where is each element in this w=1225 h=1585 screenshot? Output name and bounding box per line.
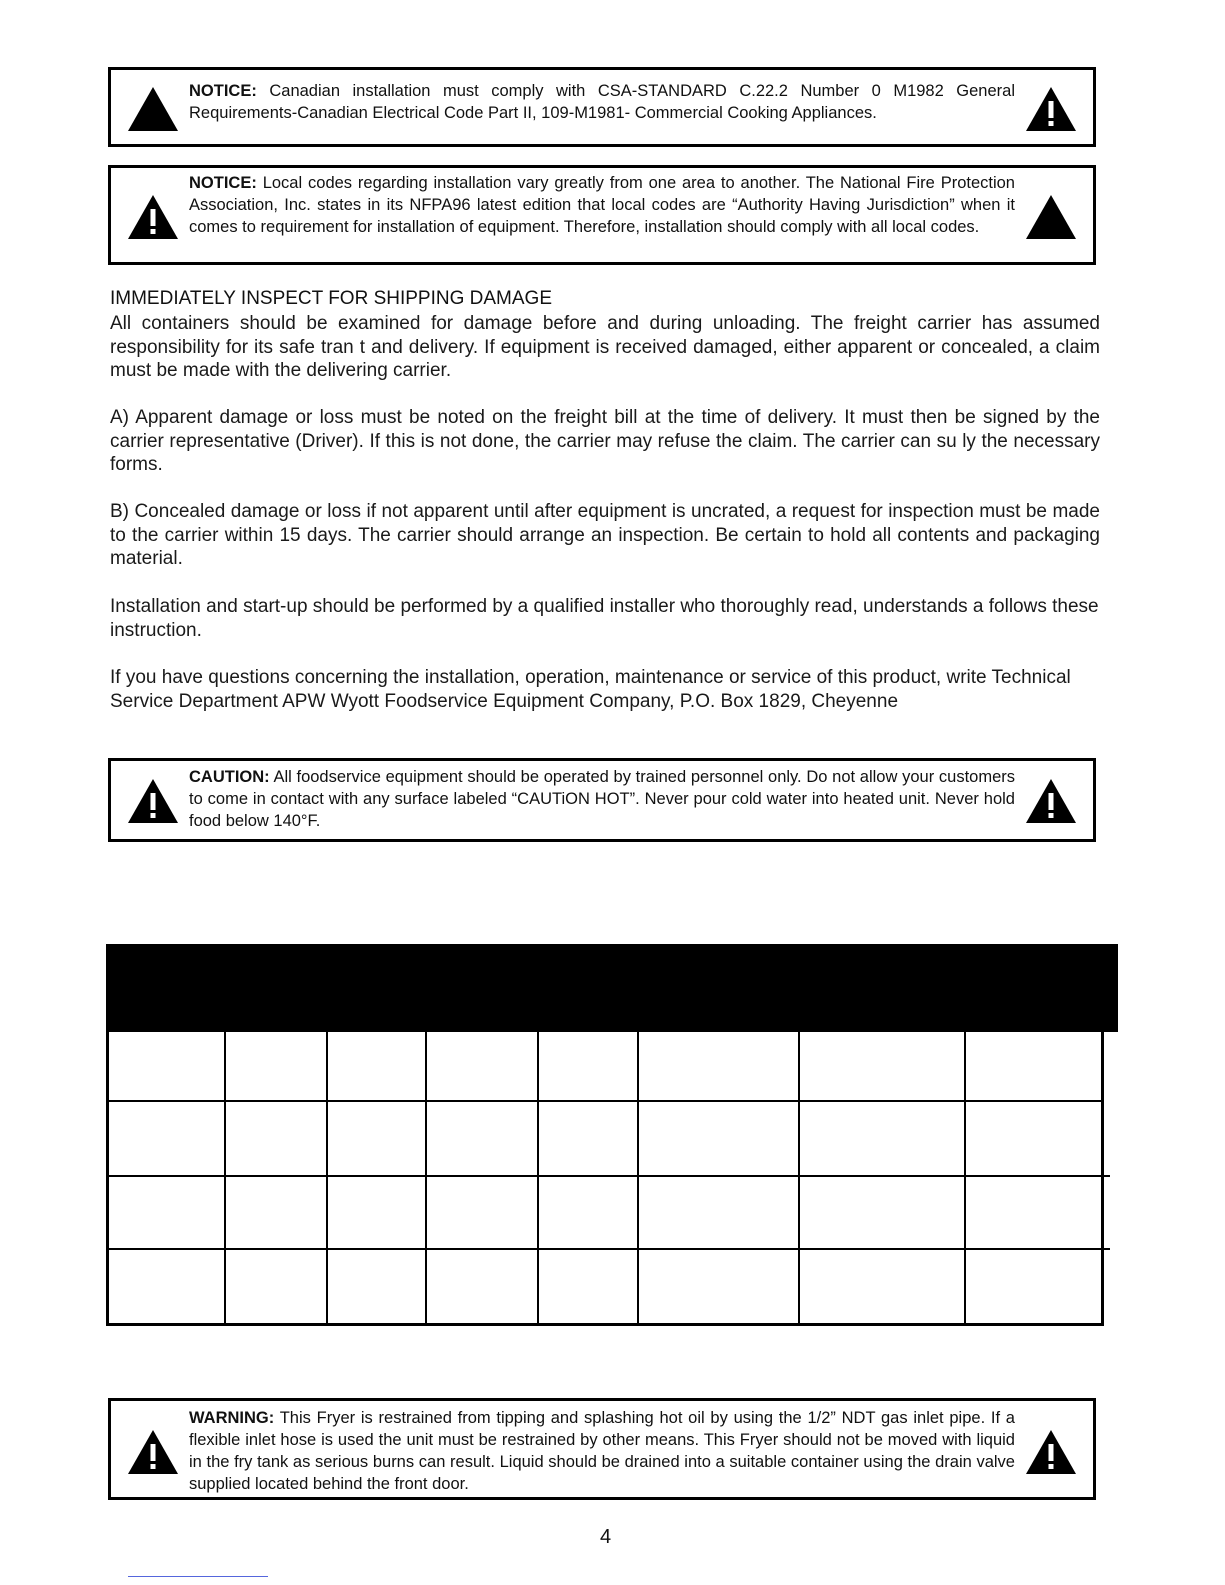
exclamation-triangle-icon [1025,86,1077,132]
table-row-divider [106,1175,1110,1177]
warning-box [108,1398,1096,1500]
table-grid [106,1032,1118,1326]
notice-text [189,172,1015,238]
page-number: 4 [600,1526,612,1548]
caution-text [189,766,1015,832]
notice-body: Local codes regarding installation vary greatly from one area to another. The National Fire Protection Association, Inc. states in its NFPA96 latest edition that local codes are “Authority Having Jurisdiction” when it comes to requirement for installation of equipment. Therefore, installation should comply with all local codes. [189,174,1015,236]
table-column-divider [637,1032,639,1326]
exclamation-triangle-icon [1025,1429,1077,1475]
table-column-divider [326,1032,328,1326]
caution-body: All foodservice equipment should be operated by trained personnel only. Do not allow your customers to come in contact with any surface labeled “CAUTiON HOT”. Never pour cold water into heated unit. Never hold food below 140°F. [189,768,1015,830]
table-column-divider [964,1032,966,1326]
exclamation-triangle-icon [127,778,179,824]
table-border-left [106,1032,109,1326]
questions-text: If you have questions concerning the installation, operation, maintenance or service of this product, write Technical Service Department APW Wyott Foodservice Equipment Company, P.O. Box 1829, Cheyenne [110,667,1071,712]
notice-label: NOTICE: [189,174,257,192]
table-row-divider [106,1100,1104,1102]
table-column-divider [537,1032,539,1326]
caution-label: CAUTION: [189,768,270,786]
notice-box-local-codes [108,165,1096,265]
warning-triangle-icon [1025,194,1077,240]
table-row-divider [106,1248,1110,1250]
table-header-bar [106,944,1118,1032]
table-column-divider [425,1032,427,1326]
installation-text: Installation and start-up should be performed by a qualified installer who thoroughly read, understands a follows these instruction. [110,596,1099,641]
table-border-right [1101,1032,1104,1326]
inspection-item-a: A) Apparent damage or loss must be noted on the freight bill at the time of delivery. It must then be signed by the carrier representative (Driver). If this is not done, the carrier may refuse the claim. The carrier can su ly the necessary forms. [110,407,1100,475]
section-heading: IMMEDIATELY INSPECT FOR SHIPPING DAMAGE [110,288,553,309]
caution-box [108,758,1096,842]
footer-underline [128,1576,268,1577]
table-column-divider [798,1032,800,1326]
notice-box-canadian [108,67,1096,147]
inspection-item-b: B) Concealed damage or loss if not apparent until after equipment is uncrated, a request for inspection must be made to the carrier within 15 days. The carrier should arrange an inspection. Be certain to hold all contents and packaging material. [110,501,1100,569]
table-column-divider [224,1032,226,1326]
exclamation-triangle-icon [1025,778,1077,824]
notice-body: Canadian installation must comply with CSA-STANDARD C.22.2 Number 0 M1982 General Requirements-Canadian Electrical Code Part II, 109-M1981- Commercial Cooking Appliances. [189,82,1015,122]
warning-body: This Fryer is restrained from tipping and splashing hot oil by using the 1/2” NDT gas inlet pipe. If a flexible inlet hose is used the unit must be restrained by other means. This Fryer should not be moved with liquid in the fry tank as serious burns can result. Liquid should be drained into a suitable container using the drain valve supplied located behind the front door. [189,1409,1015,1493]
specification-table [106,944,1118,1326]
warning-text [189,1407,1015,1495]
warning-triangle-icon [127,86,179,132]
exclamation-triangle-icon [127,194,179,240]
notice-text [189,80,1015,124]
table-border-bottom [106,1323,1104,1326]
exclamation-triangle-icon [127,1429,179,1475]
inspection-intro: All containers should be examined for damage before and during unloading. The freight carrier has assumed responsibility for its safe tran t and delivery. If equipment is received damaged, either apparent or concealed, a claim must be made with the delivering carrier. [110,313,1100,381]
warning-label: WARNING: [189,1409,275,1427]
notice-label: NOTICE: [189,82,257,100]
